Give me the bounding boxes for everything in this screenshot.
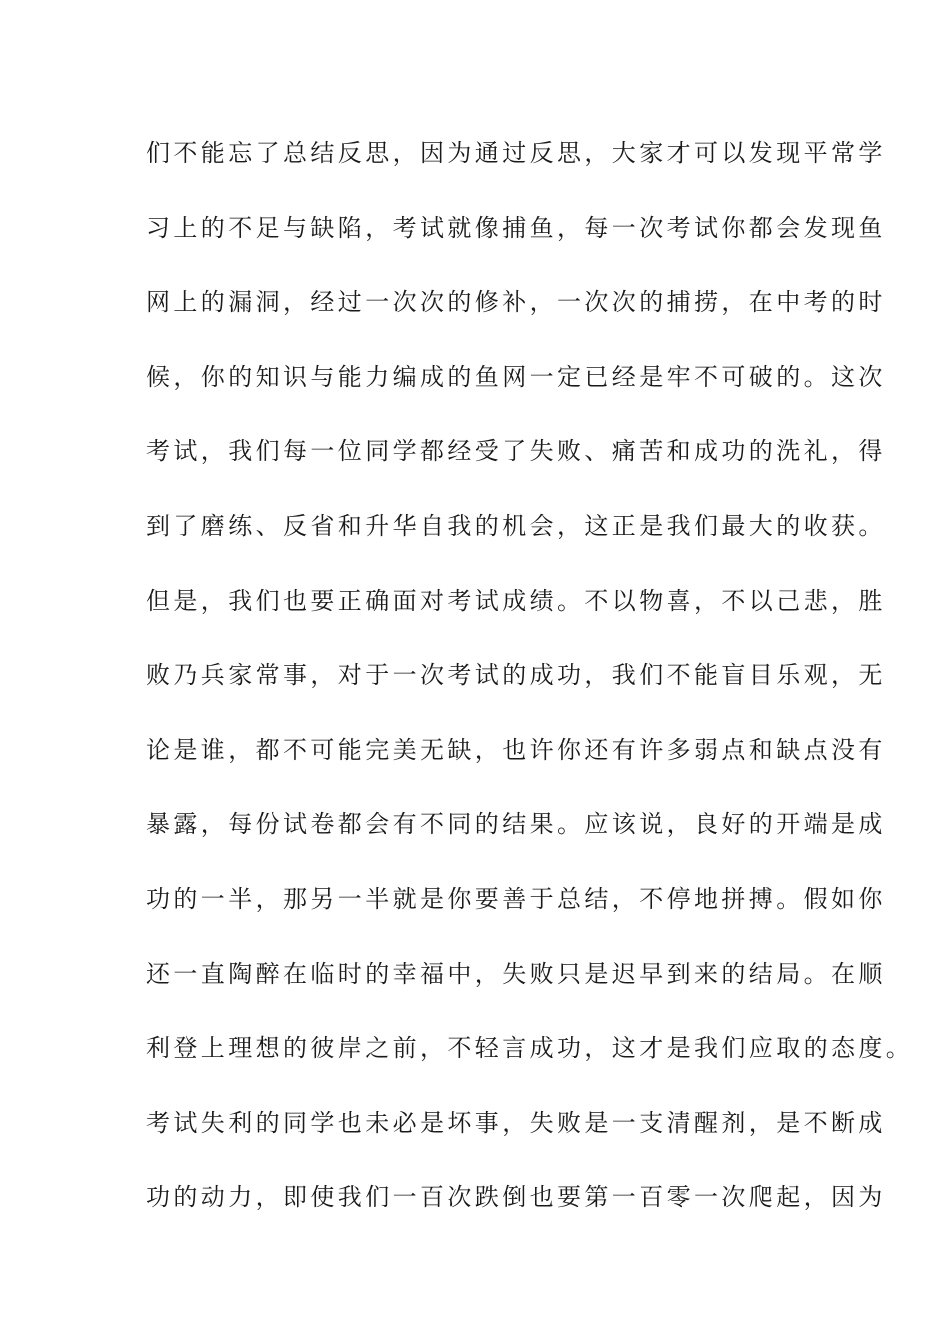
text-line: 败乃兵家常事，对于一次考试的成功，我们不能盲目乐观，无 — [146, 661, 886, 690]
body-text — [146, 133, 914, 1252]
text-line: 网上的漏洞，经过一次次的修补，一次次的捕捞，在中考的时 — [146, 288, 886, 317]
text-line: 考试，我们每一位同学都经受了失败、痛苦和成功的洗礼，得 — [146, 437, 886, 466]
text-line: 到了磨练、反省和升华自我的机会，这正是我们最大的收获。 — [146, 511, 886, 540]
text-line: 论是谁，都不可能完美无缺，也许你还有许多弱点和缺点没有 — [146, 735, 886, 764]
text-line: 功的动力，即使我们一百次跌倒也要第一百零一次爬起，因为 — [146, 1183, 886, 1212]
text-line: 考试失利的同学也未必是坏事，失败是一支清醒剂，是不断成 — [146, 1108, 886, 1137]
text-line: 还一直陶醉在临时的幸福中，失败只是迟早到来的结局。在顺 — [146, 959, 886, 988]
text-line: 功的一半，那另一半就是你要善于总结，不停地拼搏。假如你 — [146, 884, 886, 913]
text-line: 习上的不足与缺陷，考试就像捕鱼，每一次考试你都会发现鱼 — [146, 213, 886, 242]
text-line: 们不能忘了总结反思，因为通过反思，大家才可以发现平常学 — [146, 139, 886, 167]
text-line: 利登上理想的彼岸之前，不轻言成功，这才是我们应取的态度。 — [146, 1034, 914, 1063]
text-line: 但是，我们也要正确面对考试成绩。不以物喜，不以己悲，胜 — [146, 586, 886, 615]
text-line: 候，你的知识与能力编成的鱼网一定已经是牢不可破的。这次 — [146, 362, 886, 391]
text-line: 暴露，每份试卷都会有不同的结果。应该说，良好的开端是成 — [146, 810, 886, 839]
